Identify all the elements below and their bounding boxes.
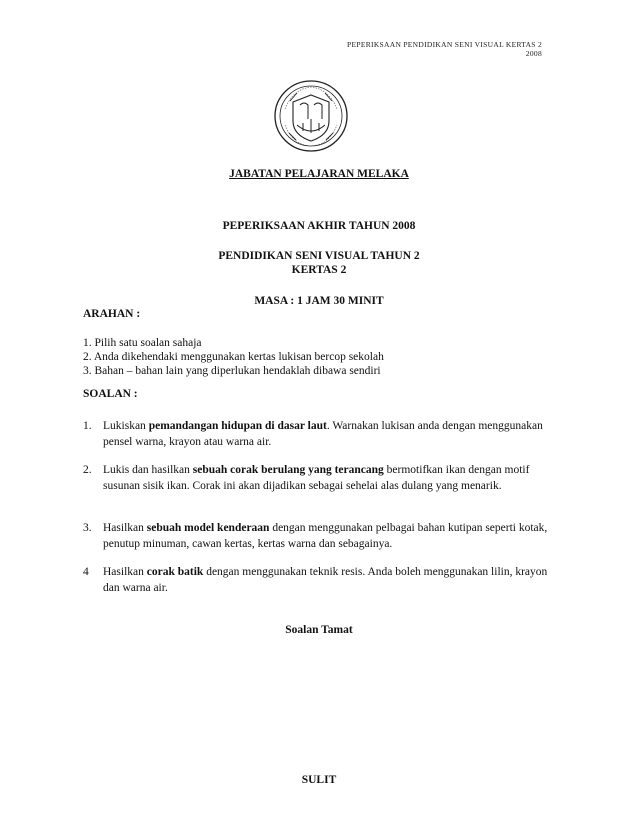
question-number: 1. bbox=[83, 420, 92, 432]
instructions-heading: ARAHAN : bbox=[83, 308, 141, 320]
running-header-year: 2008 bbox=[525, 49, 542, 58]
paper-title: KERTAS 2 bbox=[291, 264, 347, 276]
duration: MASA : 1 JAM 30 MINIT bbox=[254, 295, 384, 307]
question-text: Hasilkan corak batik dengan menggunakan teknik resis. Anda boleh menggunakan lilin, krayon dan warna air. bbox=[103, 566, 548, 594]
question-2 bbox=[83, 462, 553, 494]
question-number: 2. bbox=[83, 464, 92, 476]
footer-classification: SULIT bbox=[301, 774, 337, 786]
question-number: 4 bbox=[83, 566, 89, 578]
exam-title: PEPERIKSAAN AKHIR TAHUN 2008 bbox=[222, 220, 416, 232]
question-text: Hasilkan sebuah model kenderaan dengan menggunakan pelbagai bahan kutipan seperti kotak, penutup minuman, cawan kertas, kertas warna dan sebagainya. bbox=[103, 522, 548, 550]
instructions-list bbox=[83, 336, 563, 378]
question-text: Lukis dan hasilkan sebuah corak berulang yang terancang bermotifkan ikan dengan motif susunan sisik ikan. Corak ini akan dijadikan sebagai sehelai alas dulang yang menarik. bbox=[103, 464, 530, 492]
subject-title: PENDIDIKAN SENI VISUAL TAHUN 2 bbox=[218, 250, 420, 262]
department-title: JABATAN PELAJARAN MELAKA bbox=[229, 168, 409, 180]
end-of-questions: Soalan Tamat bbox=[285, 624, 353, 636]
question-text: Lukiskan pemandangan hidupan di dasar laut. Warnakan lukisan anda dengan menggunakan pensel warna, krayon atau warna air. bbox=[103, 420, 543, 448]
crest-logo bbox=[273, 79, 349, 153]
question-number: 3. bbox=[83, 522, 92, 534]
instruction-item: 2. Anda dikehendaki menggunakan kertas lukisan bercop sekolah bbox=[83, 351, 384, 363]
question-3 bbox=[83, 520, 553, 552]
question-1 bbox=[83, 418, 553, 450]
question-4 bbox=[83, 564, 553, 596]
question-keyword: pemandangan hidupan di dasar laut bbox=[148, 420, 327, 432]
running-header-title: PEPERIKSAAN PENDIDIKAN SENI VISUAL KERTAS 2 bbox=[347, 40, 542, 49]
running-header bbox=[347, 40, 542, 58]
questions-heading: SOALAN : bbox=[83, 388, 138, 400]
instruction-item: 1. Pilih satu soalan sahaja bbox=[83, 337, 202, 349]
instruction-item: 3. Bahan – bahan lain yang diperlukan hendaklah dibawa sendiri bbox=[83, 365, 381, 377]
question-keyword: sebuah model kenderaan bbox=[146, 522, 270, 534]
question-keyword: sebuah corak berulang yang terancang bbox=[192, 464, 384, 476]
question-keyword: corak batik bbox=[146, 566, 204, 578]
